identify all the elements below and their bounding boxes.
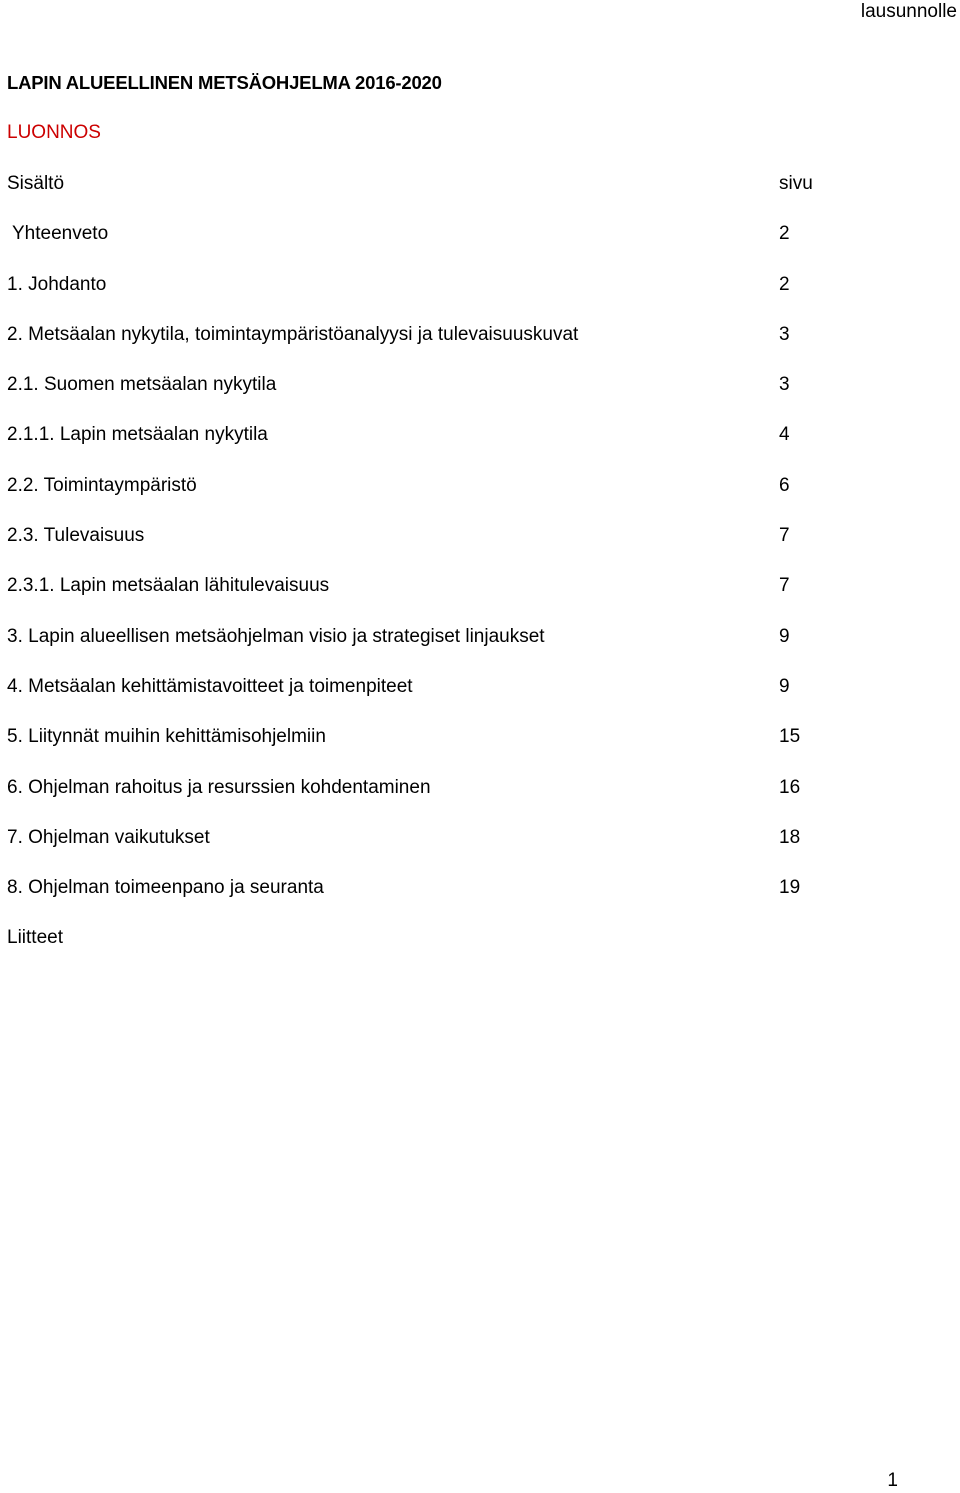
- toc-entry-page: 18: [779, 826, 801, 848]
- toc-entry: [7, 776, 837, 826]
- toc-entry: [7, 524, 837, 574]
- toc-entry-page: 7: [779, 525, 790, 547]
- toc-entry-label: 8. Ohjelman toimeenpano ja seuranta: [7, 877, 324, 899]
- toc-entry-label: 6. Ohjelman rahoitus ja resurssien kohdentaminen: [7, 776, 431, 798]
- toc-entry-page: 3: [779, 374, 790, 396]
- toc-entry: [7, 625, 837, 675]
- toc-entry-label: 5. Liitynnät muihin kehittämisohjelmiin: [7, 726, 326, 748]
- toc-entry: [7, 826, 837, 876]
- table-of-contents: [7, 172, 837, 977]
- toc-heading-row: [7, 172, 837, 222]
- toc-entry-page: 6: [779, 474, 790, 496]
- toc-entry: [7, 222, 837, 272]
- toc-entry: [7, 273, 837, 323]
- toc-appendix: Liitteet: [7, 927, 63, 949]
- header-note: lausunnolle: [860, 1, 957, 22]
- toc-entry-page: 15: [779, 726, 801, 748]
- toc-page-heading: sivu: [779, 173, 813, 194]
- toc-entry: [7, 675, 837, 725]
- toc-entry-label: Yhteenveto: [12, 223, 109, 245]
- toc-entry: [7, 574, 837, 624]
- page-number: 1: [887, 1470, 898, 1491]
- toc-entry-page: 4: [779, 424, 790, 446]
- toc-entry-label: 3. Lapin alueellisen metsäohjelman visio ja strategiset linjaukset: [7, 625, 545, 647]
- toc-entry: [7, 323, 837, 373]
- draft-label: LUONNOS: [7, 122, 101, 143]
- toc-entry-page: 9: [779, 675, 790, 697]
- toc-entry-label: 2.1. Suomen metsäalan nykytila: [7, 374, 277, 396]
- toc-entry: [7, 373, 837, 423]
- toc-appendix-row: [7, 926, 837, 976]
- toc-entry-label: 1. Johdanto: [7, 273, 107, 295]
- toc-entry-label: 7. Ohjelman vaikutukset: [7, 826, 210, 848]
- toc-entry-page: 9: [779, 625, 790, 647]
- toc-entry-page: 2: [779, 223, 790, 245]
- toc-entry-page: 19: [779, 877, 801, 899]
- document-title: LAPIN ALUEELLINEN METSÄOHJELMA 2016-2020: [7, 72, 442, 93]
- toc-entry-page: 3: [779, 323, 790, 345]
- toc-entry-page: 16: [779, 776, 801, 798]
- toc-entry: [7, 474, 837, 524]
- toc-entry-label: 4. Metsäalan kehittämistavoitteet ja toimenpiteet: [7, 675, 413, 697]
- toc-entry-page: 2: [779, 273, 790, 295]
- toc-entry-label: 2.3. Tulevaisuus: [7, 525, 145, 547]
- toc-heading: Sisältö: [7, 173, 65, 194]
- toc-entry: [7, 725, 837, 775]
- toc-entry-page: 7: [779, 575, 790, 597]
- toc-entry: [7, 423, 837, 473]
- toc-entry-label: 2.3.1. Lapin metsäalan lähitulevaisuus: [7, 575, 330, 597]
- toc-entry-label: 2. Metsäalan nykytila, toimintaympäristöanalyysi ja tulevaisuuskuvat: [7, 323, 579, 345]
- toc-entry: [7, 876, 837, 926]
- toc-entry-label: 2.2. Toimintaympäristö: [7, 474, 197, 496]
- toc-entry-label: 2.1.1. Lapin metsäalan nykytila: [7, 424, 268, 446]
